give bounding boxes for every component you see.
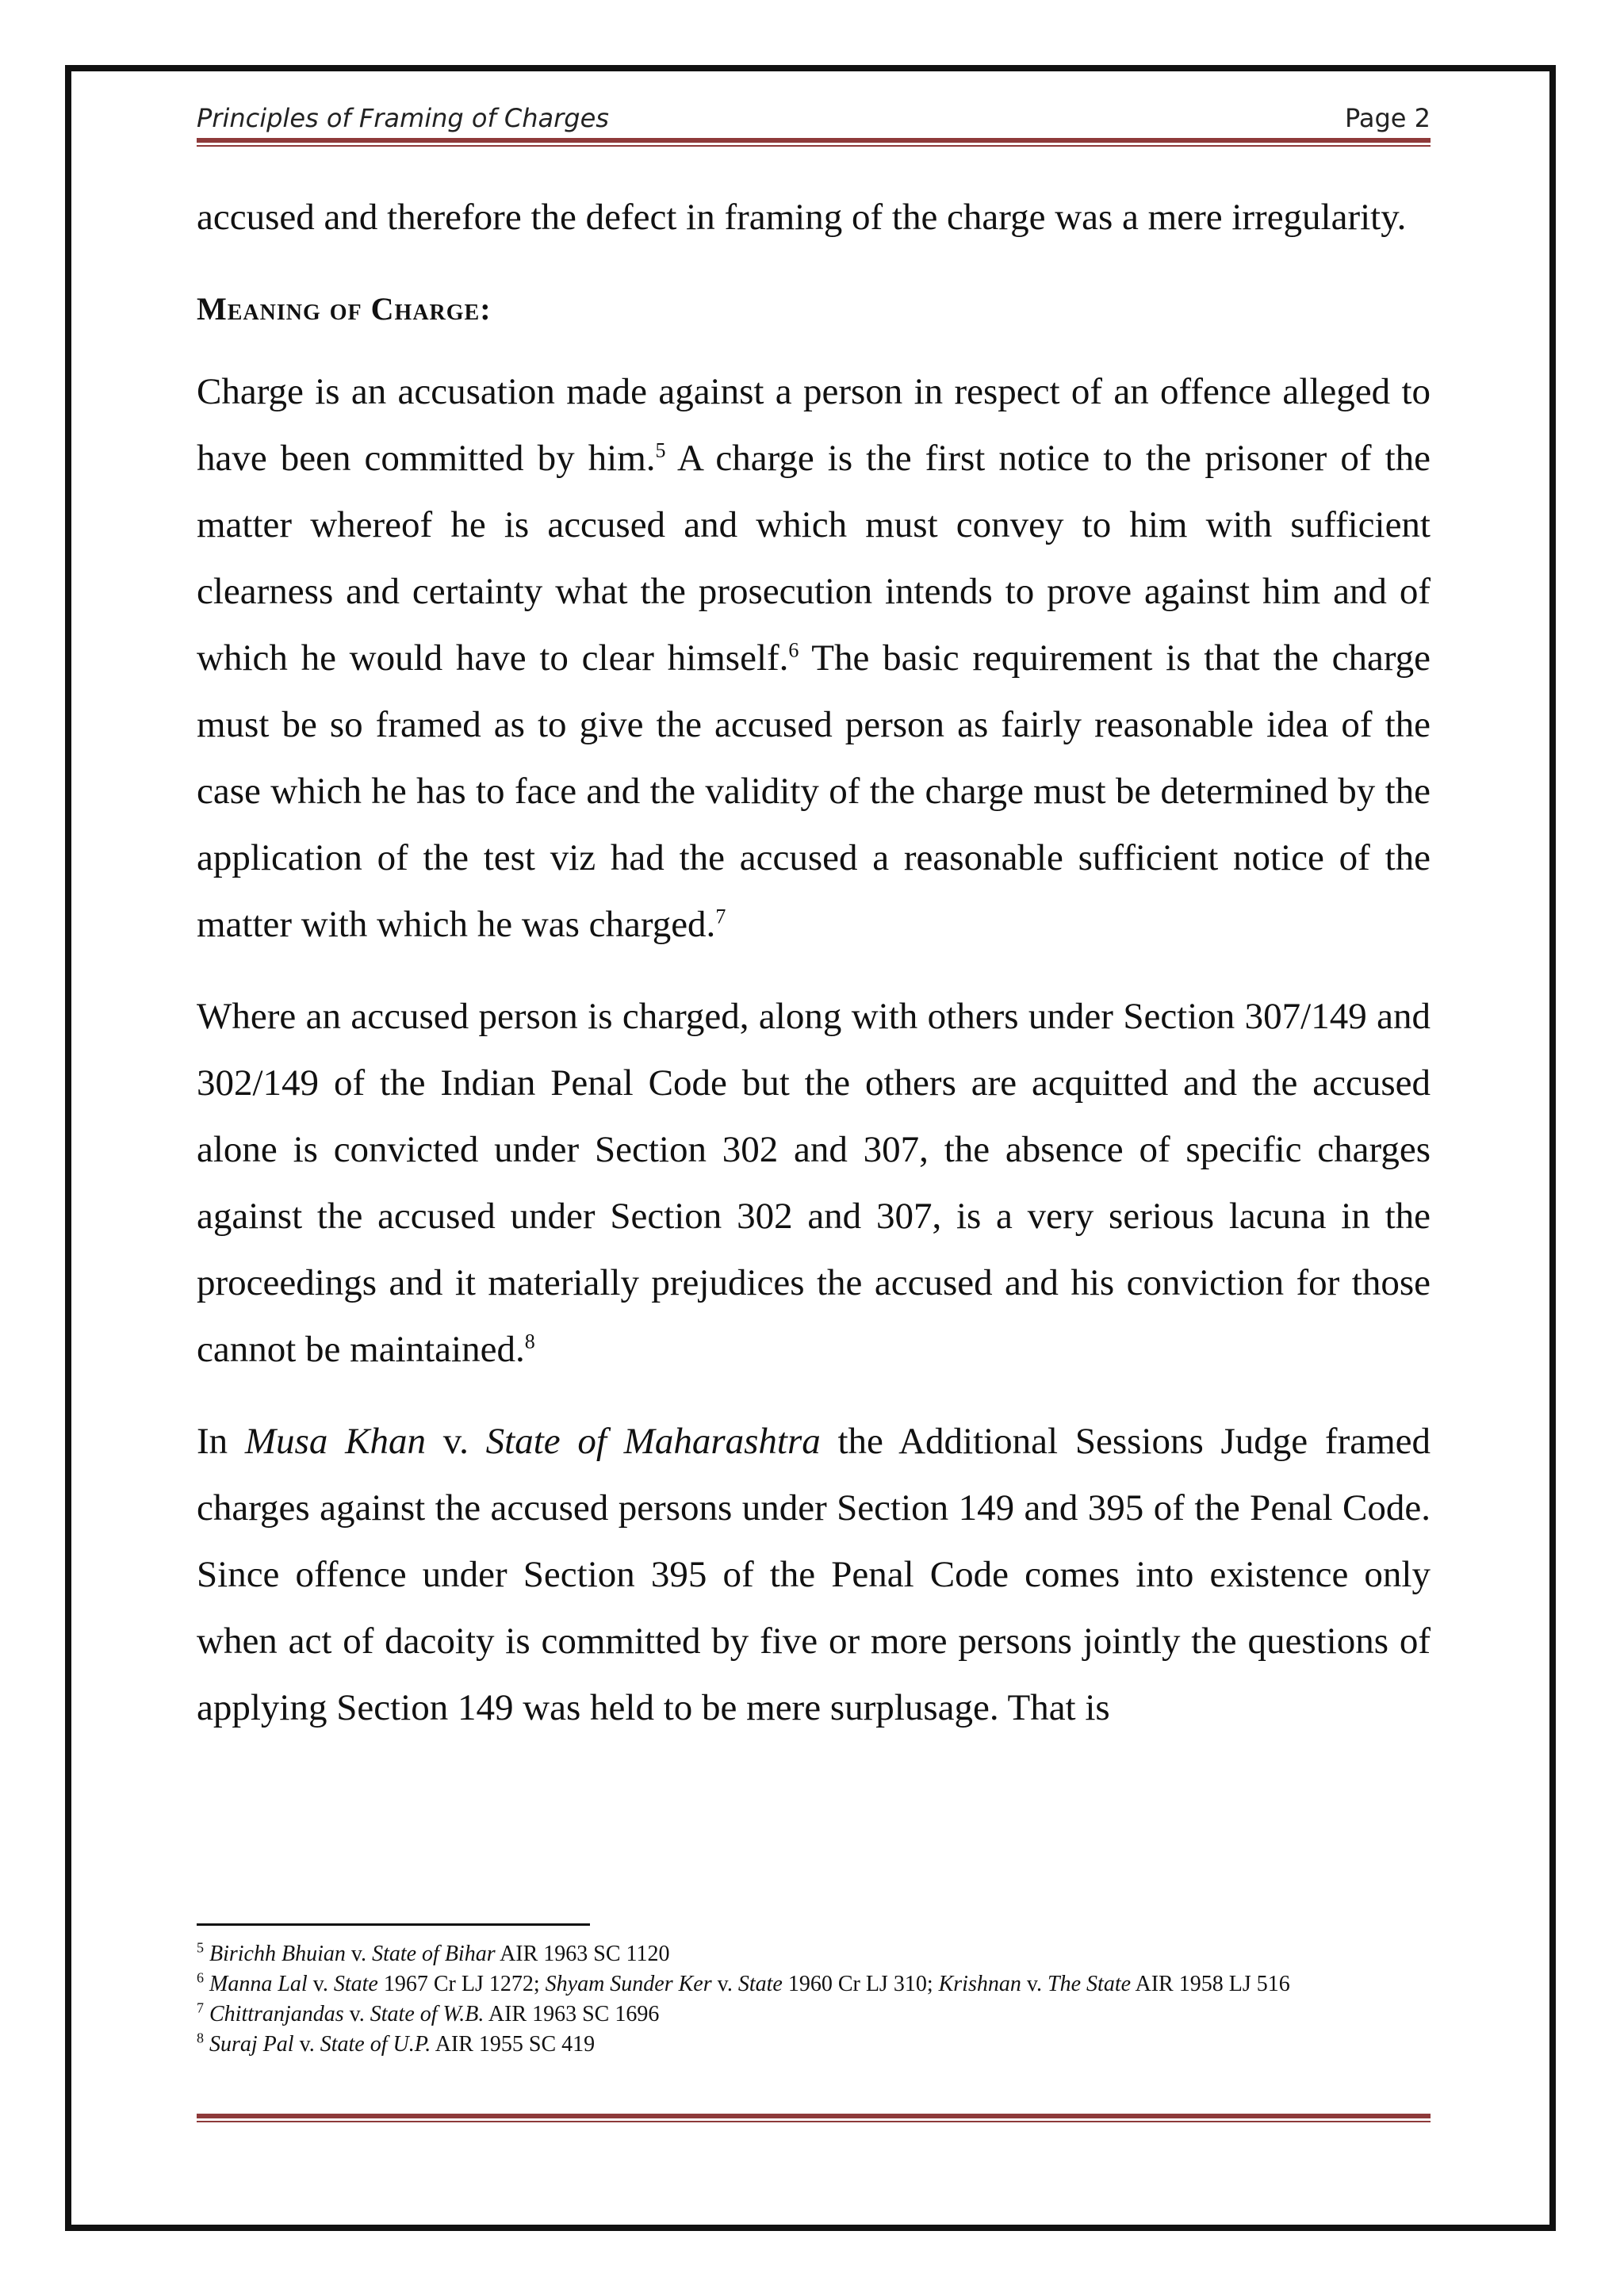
footnote-number: 8 — [197, 2030, 204, 2046]
case-name: Musa Khan — [244, 1421, 426, 1462]
paragraph-section-307-149 — [197, 983, 1431, 1383]
citation-text: v. — [293, 2032, 320, 2057]
footnote-ref-6[interactable]: 6 — [788, 638, 799, 662]
paragraph-text: A charge is the first notice to the prisoner of the matter whereof he is accused and which must convey to him with sufficient clearness and certainty what the prosecution intends to prove against him and of which he would have to clear himself. — [197, 438, 1431, 679]
case-name: State — [333, 1972, 378, 1996]
citation-text: v. — [307, 1972, 334, 1996]
citation-text: AIR 1963 SC 1696 — [484, 2002, 660, 2026]
citation-text: v. — [343, 2002, 370, 2026]
citation-text: v. — [345, 1942, 373, 1966]
case-name: Manna Lal — [209, 1972, 308, 1996]
footnote-8 — [197, 2030, 1431, 2060]
footnote-6 — [197, 1969, 1431, 1999]
section-heading: Meaning of Charge: — [197, 291, 492, 327]
case-name: State of Bihar — [372, 1942, 496, 1966]
page-header — [197, 95, 1431, 136]
header-page-number: Page 2 — [1345, 103, 1431, 133]
case-name: Suraj Pal — [209, 2032, 294, 2057]
paragraph-meaning-of-charge — [197, 358, 1431, 958]
footnote-separator — [197, 1923, 590, 1926]
footnotes — [197, 1939, 1431, 2060]
case-name: The State — [1048, 1972, 1132, 1996]
footnote-5 — [197, 1939, 1431, 1969]
footnote-number: 5 — [197, 1939, 204, 1956]
citation-text: AIR 1958 LJ 516 — [1131, 1972, 1290, 1996]
paragraph-continuation: accused and therefore the defect in framing of the charge was a mere irregularity. — [197, 197, 1407, 238]
citation-text: AIR 1963 SC 1120 — [495, 1942, 670, 1966]
case-name: Shyam Sunder Ker — [545, 1972, 712, 1996]
header-rule — [197, 138, 1431, 147]
case-name: State of Maharashtra — [485, 1421, 821, 1462]
footnote-ref-5[interactable]: 5 — [655, 438, 666, 462]
header-title: Principles of Framing of Charges — [197, 103, 609, 133]
paragraph-text: v. — [425, 1421, 486, 1462]
footnote-ref-7[interactable]: 7 — [715, 905, 726, 928]
case-name: Krishnan — [938, 1972, 1021, 1996]
case-name: Birichh Bhuian — [209, 1942, 346, 1966]
citation-text: AIR 1955 SC 419 — [431, 2032, 596, 2057]
citation-text: v. — [1021, 1972, 1048, 1996]
paragraph-musa-khan — [197, 1408, 1431, 1741]
footnote-7 — [197, 1999, 1431, 2030]
case-name: State — [737, 1972, 783, 1996]
footer-rule — [197, 2114, 1431, 2122]
paragraph-text: Where an accused person is charged, along with others under Section 307/149 and 302/149 of the Indian Penal Code but the others are acquitted and the accused alone is convicted under Section 302 and 307, the absence of specific charges against the accused under Section 302 and 307, is a very serious lacuna in the proceedings and it materially prejudices the accused and his conviction for those cannot be maintained. — [197, 996, 1431, 1370]
case-name: State of U.P. — [320, 2032, 431, 2057]
paragraph-text: The basic requirement is that the charge must be so framed as to give the accused person as fairly reasonable idea of the case which he has to face and the validity of the charge must be determined by the application of the test viz had the accused a reasonable sufficient notice of the matter with which he was charged. — [197, 637, 1431, 945]
citation-text: 1960 Cr LJ 310; — [782, 1972, 939, 1996]
case-name: State of W.B. — [370, 2002, 485, 2026]
citation-text: v. — [711, 1972, 738, 1996]
footnote-ref-8[interactable]: 8 — [524, 1330, 535, 1353]
paragraph-text: the Additional Sessions Judge framed charges against the accused persons under Section 149 and 395 of the Penal Code. Since offence under Section 395 of the Penal Code comes into existence only when act of dacoity is committed by five or more persons jointly the questions of applying Section 149 was held to be mere surplusage. That is — [197, 1421, 1431, 1728]
paragraph-text: In — [197, 1421, 245, 1462]
footnote-number: 7 — [197, 1999, 204, 2016]
paragraph-text: Charge is an accusation made against a person in respect of an offence alleged to have been committed by him. — [197, 371, 1431, 479]
footnote-number: 6 — [197, 1969, 204, 1986]
body-text — [197, 184, 1431, 1766]
citation-text: 1967 Cr LJ 1272; — [377, 1972, 546, 1996]
case-name: Chittranjandas — [209, 2002, 344, 2026]
